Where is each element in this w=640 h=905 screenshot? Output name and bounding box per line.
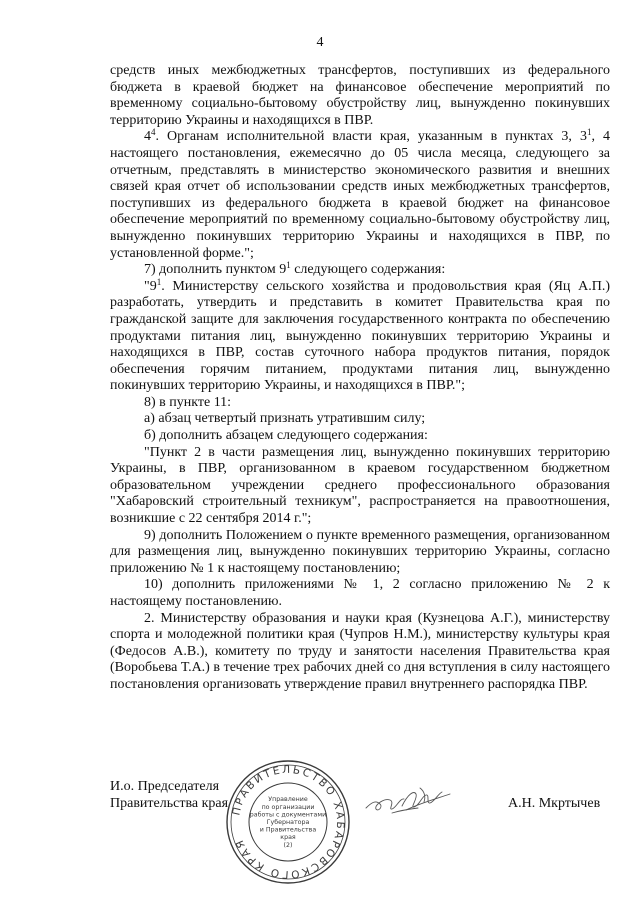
document-body: [110, 63, 610, 694]
paragraph: средств иных межбюджетных трансфертов, поступивших из федерального бюджета в краевой бюджет на финансовое обеспечение мероприятий по временному социально-бытовому обустройству лиц, вынужденно покинувших территорию Украины и находящихся в ПВР.: [110, 63, 610, 128]
handwritten-signature: [362, 782, 454, 822]
stamp-center-line: края: [280, 834, 296, 842]
paragraph: 9) дополнить Положением о пункте временного размещения, организованном для размещения лиц, вынужденно покинувших территорию Украины, согласно приложению № 1 к настоящему постановлению;: [110, 527, 610, 576]
signatory-position-line-2: Правительства края: [110, 795, 229, 811]
paragraph: "Пункт 2 в части размещения лиц, вынужденно покинувших территорию Украины, в ПВР, организованном в краевом государственном бюджетном образовательном учреждении среднего профессионального образования "Хабаровский строительный техникум", распространяется на правоотношения, возникшие с 22 сентября 2014 г.";: [110, 444, 610, 527]
page-number: 4: [316, 35, 324, 50]
stamp-center-line: (2): [283, 841, 293, 849]
paragraph: а) абзац четвертый признать утратившим силу;: [144, 411, 426, 427]
stamp-center-line: и Правительства: [259, 826, 317, 834]
paragraph: 7) дополнить пунктом $9^1$ следующего содержания:: [144, 260, 446, 278]
paragraph: $4^4$. Органам исполнительной власти края, указанным в пунктах 3, $3^1$, 4 настоящего постановления, ежемесячно до 05 числа месяца, следующего за отчетным, представлять в министерство экономического развития и внешних связей края отчет об использовании средств иных межбюджетных трансфертов, поступивших из федерального бюджета в краевой бюджет на финансовое обеспечение мероприятий по временному социально-бытовому обустройству лиц, вынужденно покинувших территорию Украины и находящихся в ПВР, по установленной форме.";: [110, 127, 610, 261]
svg-text:ПРАВИТЕЛЬСТВО ХАБАРОВСКОГО КРА: ПРАВИТЕЛЬСТВО ХАБАРОВСКОГО КРАЯ: [230, 763, 347, 881]
stamp-center-line: Губернатора: [266, 819, 310, 826]
paragraph: 8) в пункте 11:: [144, 394, 232, 410]
signatory-name: А.Н. Мкртычев: [508, 796, 601, 811]
signatory-position-line-1: И.о. Председателя: [110, 779, 220, 794]
paragraph: 2. Министерству образования и науки края (Кузнецова А.Г.), министерству спорта и молодежной политики края (Чупров Н.М.), министерству культуры края (Федосов А.В.), комитету по труду и занятости населения Правительства края (Воробьева Т.А.) в течение трех рабочих дней со дня вступления в силу настоящего постановления организовать утверждение правил внутреннего распорядка ПВР.: [110, 610, 610, 692]
signatory-position: [110, 779, 228, 812]
paragraph: б) дополнить абзацем следующего содержания:: [144, 428, 428, 444]
stamp-center-line: Управление: [268, 796, 308, 804]
paragraph: "$9^1$. Министерству сельского хозяйства и продовольствия края (Яц А.П.) разработать, утвердить и представить в комитет Правительства края по гражданской защите для заключения государственного контракта по обеспечению продуктами питания лиц, вынужденно покинувших территорию Украины и находящихся в ПВР, состав суточного набора продуктов питания, порядок обеспечения горячим питанием, продуктами питания лиц, вынужденно покинувших территорию Украины, и находящихся в ПВР.";: [110, 276, 610, 394]
official-stamp-seal: [224, 758, 352, 886]
stamp-center-line: по организации: [261, 803, 315, 811]
paragraph: 10) дополнить приложениями № 1, 2 согласно приложению № 2 к настоящему постановлению.: [110, 577, 610, 609]
stamp-center-line: работы с документами: [249, 811, 327, 819]
